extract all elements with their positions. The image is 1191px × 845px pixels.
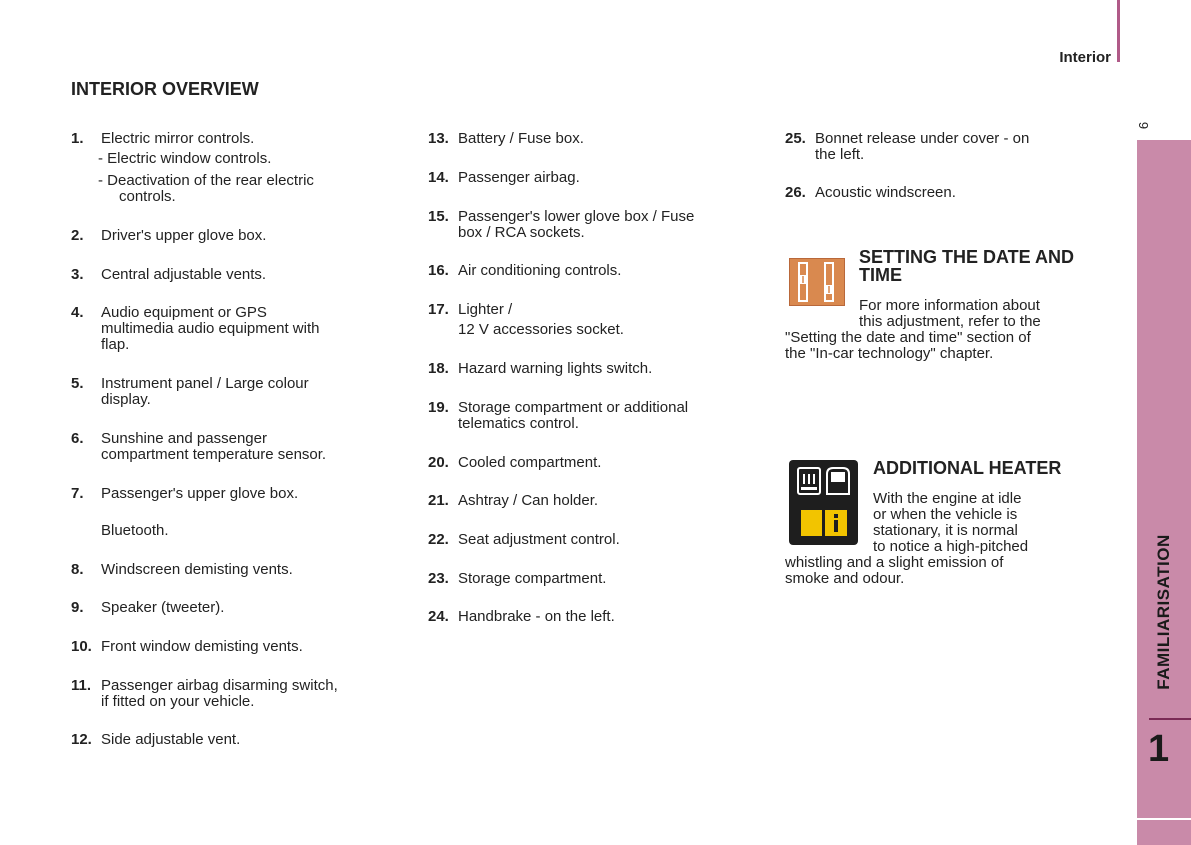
item-number: 23. [428,570,449,587]
item-text: Windscreen demisting vents. [101,561,293,578]
item-text: Seat adjustment control. [458,531,620,548]
item-number: 20. [428,454,449,471]
item-number: 12. [71,731,92,748]
item-number: 25. [785,130,806,147]
item-number: 10. [71,638,92,655]
item-text: box / RCA sockets. [458,224,585,241]
item-number: 24. [428,608,449,625]
item-text: Central adjustable vents. [101,266,267,283]
item-text: Audio equipment or GPS [101,304,267,321]
date-box-title: SETTING THE DATE AND [859,247,1074,267]
item-text: Handbrake - on the left. [458,608,615,625]
item-text: multimedia audio equipment with [101,320,320,337]
page-number: 9 [1136,121,1152,130]
item-number: 15. [428,208,449,225]
item-text: display. [101,391,151,408]
chapter-number: 1 [1148,728,1170,770]
date-box-text: this adjustment, refer to the [859,313,1041,330]
section-title: INTERIOR OVERVIEW [71,79,259,99]
heater-box-text: stationary, it is normal [873,522,1018,539]
date-box-text: For more information about [859,297,1040,314]
item-text: if fitted on your vehicle. [101,693,255,710]
item-text: Side adjustable vent. [101,731,241,748]
page-header-title: Interior [1059,49,1111,66]
item-text: Passenger airbag disarming switch, [101,677,338,694]
item-text: Acoustic windscreen. [815,184,956,201]
item-text: Lighter / [458,301,513,318]
item-text: Storage compartment. [458,570,607,587]
item-text: Electric mirror controls. [101,130,255,147]
item-text: flap. [101,336,130,353]
item-number: 9. [71,599,84,616]
chapter-divider [1149,718,1191,720]
item-text: Passenger's upper glove box. [101,485,299,502]
item-number: 14. [428,169,449,186]
item-text: Front window demisting vents. [101,638,303,655]
item-text: Sunshine and passenger [101,430,267,447]
item-number: 8. [71,561,84,578]
item-number: 4. [71,304,84,321]
item-number: 26. [785,184,806,201]
item-number: 16. [428,262,449,279]
item-text: Speaker (tweeter). [101,599,225,616]
item-number: 21. [428,492,449,509]
chapter-label: FAMILIARISATION [1154,534,1173,690]
list-subitem: - Deactivation of the rear electric [98,172,314,189]
item-number: 5. [71,375,84,392]
heater-box-text: With the engine at idle [873,490,1022,507]
item-text: 12 V accessories socket. [458,321,624,338]
date-box-text: "Setting the date and time" section of [785,329,1031,346]
item-text: Storage compartment or additional [458,399,689,416]
date-time-settings-icon [789,258,845,306]
item-number: 22. [428,531,449,548]
item-text: Instrument panel / Large colour [101,375,309,392]
list-subitem: controls. [119,188,176,205]
item-text: compartment temperature sensor. [101,446,327,463]
item-text: Bonnet release under cover - on [815,130,1030,147]
date-box-text: the "In-car technology" chapter. [785,345,994,362]
heater-box-title: ADDITIONAL HEATER [873,458,1062,478]
item-text: Ashtray / Can holder. [458,492,599,509]
item-number: 11. [71,677,92,694]
heater-box-text: to notice a high-pitched [873,538,1029,555]
item-number: 17. [428,301,449,318]
item-number: 18. [428,360,449,377]
item-text: telematics control. [458,415,579,432]
heater-box-text: whistling and a slight emission of [785,554,1004,571]
item-number: 19. [428,399,449,416]
item-text: the left. [815,146,865,163]
item-text: Driver's upper glove box. [101,227,267,244]
item-number: 6. [71,430,84,447]
item-text: Passenger airbag. [458,169,580,186]
chapter-side-tab [1137,140,1191,818]
item-number: 3. [71,266,84,283]
item-text: Cooled compartment. [458,454,602,471]
date-box-title: TIME [859,265,902,285]
item-number: 2. [71,227,84,244]
item-number: 1. [71,130,84,147]
item-text: Passenger's lower glove box / Fuse [458,208,695,225]
item-text: Bluetooth. [101,522,169,539]
list-subitem: - Electric window controls. [98,150,272,167]
item-number: 7. [71,485,84,502]
heater-box-text: or when the vehicle is [873,506,1018,523]
item-text: Battery / Fuse box. [458,130,584,147]
item-number: 13. [428,130,449,147]
item-text: Air conditioning controls. [458,262,622,279]
chapter-side-tab-bottom [1137,820,1191,845]
header-divider [1117,0,1120,62]
heater-box-text: smoke and odour. [785,570,905,587]
item-text: Hazard warning lights switch. [458,360,653,377]
heater-info-icon [789,460,858,545]
